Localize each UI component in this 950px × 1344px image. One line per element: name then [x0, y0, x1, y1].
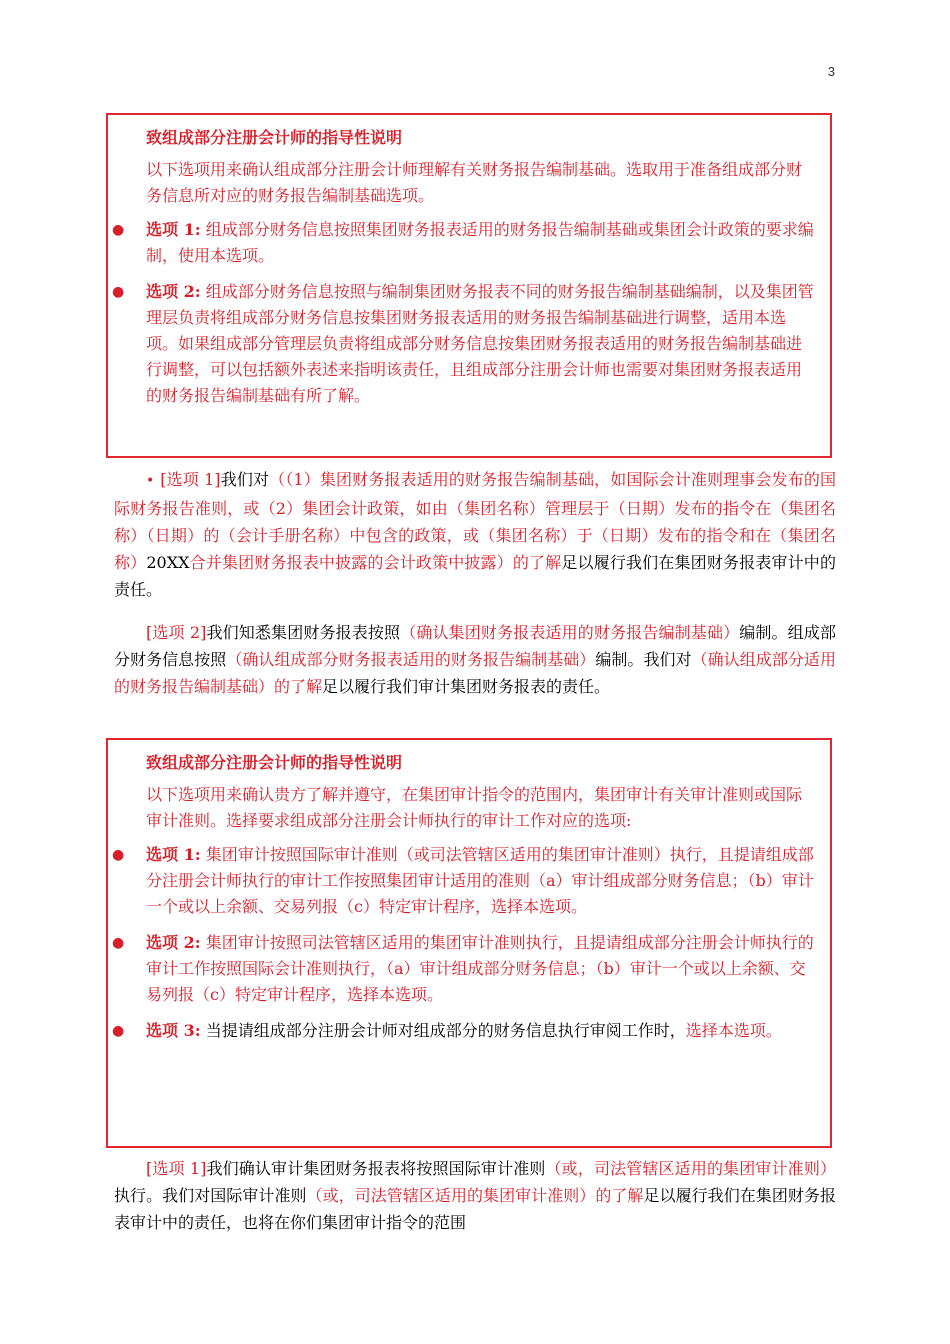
option-text: 组成部分财务信息按照集团财务报表适用的财务报告编制基础或集团会计政策的要求编制，使用本选项。 — [146, 220, 814, 265]
placeholder-text: （确认组成部分适用的财务报告编制基础）的了解 — [114, 650, 836, 696]
option-label: 选项 1: — [146, 845, 201, 864]
placeholder-text: （（1）集团财务报表适用的财务报告编制基础，如国际会计准则理事会发布的国际财务报告准则，或（2）集团会计政策，如由（集团名称）管理层于（日期）发布的指令在（集团名称）（日期）的（会计手册名称）中包含的政策，或（集团名称）于（日期）发布的指令和在（集团名称） — [114, 470, 836, 572]
bullet-icon: • — [146, 473, 155, 489]
guidance-box-2 — [106, 738, 832, 1148]
guidance-title-2: 致组成部分注册会计师的指导性说明 — [146, 753, 403, 772]
option-text: 集团审计按照司法管辖区适用的集团审计准则执行，且提请组成部分注册会计师执行的审计工作按照国际会计准则执行，（a）审计组成部分财务信息；（b）审计一个或以上余额、交易列报（c）特定审计程序，选择本选项。 — [146, 933, 814, 1004]
guidance-option — [112, 930, 816, 1008]
placeholder-text: （或，司法管辖区适用的集团审计准则） — [545, 1159, 836, 1178]
body-text: 我们知悉集团财务报表按照 — [206, 623, 401, 642]
placeholder-text: 合并集团财务报表中披露的会计政策中披露）的了解 — [189, 553, 562, 572]
option-text: 组成部分财务信息按照与编制集团财务报表不同的财务报告编制基础编制，以及集团管理层负责将组成部分财务信息按集团财务报表适用的财务报告编制基础进行调整，适用本选项。如果组成部分管理层负责将组成部分财务信息按集团财务报表适用的财务报告编制基础进行调整，可以包括额外表述来指明该责任，且组成部分注册会计师也需要对集团财务报表适用的财务报告编制基础有所了解。 — [146, 282, 814, 405]
option-paragraph-2 — [114, 619, 836, 700]
option-label: 选项 1: — [146, 220, 201, 239]
guidance-box-1 — [106, 113, 832, 458]
option-text: 当提请组成部分注册会计师对组成部分的财务信息执行审阅工作时， — [205, 1021, 686, 1040]
guidance-option — [112, 279, 816, 409]
option-paragraph-1 — [114, 466, 836, 603]
body-text: 20XX — [146, 553, 190, 572]
option-label: 选项 3: — [146, 1021, 201, 1040]
option-tag: [选项 1] — [146, 1159, 207, 1178]
bullet-icon: ● — [112, 222, 125, 238]
option-label: 选项 2: — [146, 933, 201, 952]
body-text: 执行。我们对国际审计准则 — [114, 1186, 307, 1205]
guidance-intro-1: 以下选项用来确认组成部分注册会计师理解有关财务报告编制基础。选取用于准备组成部分财务信息所对应的财务报告编制基础选项。 — [146, 160, 803, 205]
body-text: 我们对 — [220, 470, 270, 489]
option-tag: [选项 2] — [146, 623, 207, 642]
guidance-option — [112, 842, 816, 920]
option-text: 选择本选项。 — [685, 1021, 782, 1040]
option-paragraph-3 — [114, 1155, 836, 1236]
guidance-option — [112, 1018, 816, 1044]
option-tag: [选项 1] — [160, 470, 221, 489]
placeholder-text: （确认组成部分财务报表适用的财务报告编制基础） — [226, 650, 596, 669]
bullet-icon: ● — [112, 935, 125, 951]
option-label: 选项 2: — [146, 282, 201, 301]
option-text: 集团审计按照国际审计准则（或司法管辖区适用的集团审计准则）执行，且提请组成部分注册会计师执行的审计工作按照集团审计适用的准则（a）审计组成部分财务信息；（b）审计一个或以上余额、交易列报（c）特定审计程序，选择本选项。 — [146, 845, 814, 916]
body-text: 编制。我们对 — [595, 650, 692, 669]
body-text: 我们确认审计集团财务报表将按照国际审计准则 — [206, 1159, 546, 1178]
placeholder-text: （或，司法管辖区适用的集团审计准则）的了解 — [306, 1186, 644, 1205]
bullet-icon: ● — [112, 847, 125, 863]
guidance-option — [112, 217, 816, 269]
body-text: 足以履行我们审计集团财务报表的责任。 — [322, 677, 611, 696]
guidance-title-1: 致组成部分注册会计师的指导性说明 — [146, 128, 403, 147]
body-text: 编制。组成部分财务信息按照 — [114, 623, 836, 669]
bullet-icon: ● — [112, 284, 125, 300]
bullet-icon: ● — [112, 1023, 125, 1039]
placeholder-text: （确认集团财务报表适用的财务报告编制基础） — [400, 623, 740, 642]
body-text: 足以履行我们在集团财务报表审计中的责任，也将在你们集团审计指令的范围 — [114, 1186, 836, 1232]
guidance-intro-2: 以下选项用来确认贵方了解并遵守，在集团审计指令的范围内，集团审计有关审计准则或国际审计准则。选择要求组成部分注册会计师执行的审计工作对应的选项: — [146, 785, 803, 830]
page-number: 3 — [827, 64, 835, 79]
body-text: 足以履行我们在集团财务报表审计中的责任。 — [114, 553, 836, 599]
